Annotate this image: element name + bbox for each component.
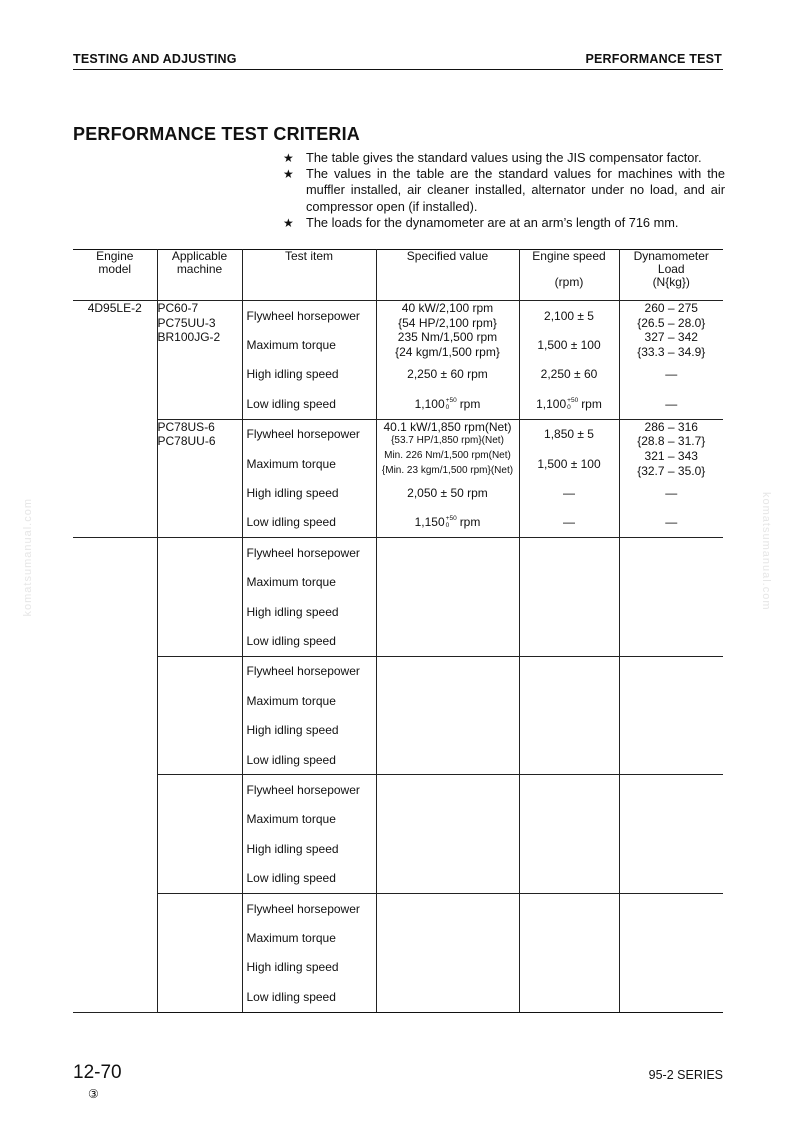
- test-item-flywheel: Flywheel horsepower: [246, 427, 360, 442]
- test-item-cell: [242, 419, 376, 538]
- note-item: [283, 150, 725, 166]
- specified-value-cell: 40.1 kW/1,850 rpm(Net) {53.7 HP/1,850 rpm}(Net) Min. 226 Nm/1,500 rpm(Net) {Min. 23 kgm/1,500 rpm}(Net) 2,050 ± 50 rpm 1,150 +50 0 rpm: [376, 419, 519, 538]
- test-item-cell: Flywheel horsepower Maximum torque High idling speed Low idling speed: [242, 775, 376, 894]
- dynamometer-load-cell: 260 – 275 {26.5 – 28.0} 327 – 342 {33.3 – 34.9} — —: [619, 301, 723, 420]
- test-item-torque: Maximum torque: [246, 456, 336, 471]
- test-item-high-idle: High idling speed: [246, 486, 339, 501]
- note-text: The values in the table are the standard values for machines with the muffler installed, air cleaner installed, alternator under no load, and air compressor open (if installed).: [306, 166, 725, 214]
- table-row-blank: [73, 775, 723, 894]
- table-row-blank: [73, 656, 723, 775]
- watermark-right: komatsumanual.com: [760, 492, 772, 611]
- watermark-left: komatsumanual.com: [22, 498, 34, 617]
- table-row: [73, 419, 723, 538]
- table-row-blank: [73, 893, 723, 1012]
- table-row: [73, 301, 723, 420]
- series-label: 95-2 SERIES: [648, 1068, 723, 1082]
- col-header-test-item: Test item: [242, 250, 376, 301]
- engine-speed-cell: 2,100 ± 5 1,500 ± 100 2,250 ± 60 1,100 +50 0 rpm: [519, 301, 619, 420]
- test-item-cell: [242, 301, 376, 420]
- performance-criteria-table: [73, 249, 723, 1013]
- test-item-flywheel: Flywheel horsepower: [246, 308, 360, 323]
- table-row-blank: [73, 538, 723, 657]
- col-header-dynamometer: Dynamometer Load (N{kg}): [619, 250, 723, 301]
- note-text: The table gives the standard values using the JIS compensator factor.: [306, 150, 702, 165]
- table-header-row: [73, 250, 723, 301]
- specified-value-cell: 40 kW/2,100 rpm {54 HP/2,100 rpm} 235 Nm/1,500 rpm {24 kgm/1,500 rpm} 2,250 ± 60 rpm 1,100 +50 0 rpm: [376, 301, 519, 420]
- test-item-low-idle: Low idling speed: [246, 396, 336, 411]
- star-icon: ★: [283, 151, 294, 165]
- test-item-torque: Maximum torque: [246, 338, 336, 353]
- page-title: PERFORMANCE TEST CRITERIA: [73, 124, 361, 144]
- col-header-engine-model: Engine model: [73, 250, 157, 301]
- applicable-machine-cell: PC78US-6 PC78UU-6: [157, 419, 242, 538]
- star-icon: ★: [283, 167, 294, 182]
- page-number: 12-70: [73, 1062, 122, 1083]
- running-header-topic: PERFORMANCE TEST: [585, 52, 722, 66]
- applicable-machine-cell: PC60-7 PC75UU-3 BR100JG-2: [157, 301, 242, 420]
- dynamometer-load-cell: 286 – 316 {28.8 – 31.7} 321 – 343 {32.7 – 35.0} — —: [619, 419, 723, 538]
- note-item: [283, 166, 725, 215]
- test-item-high-idle: High idling speed: [246, 367, 339, 382]
- test-item-cell: Flywheel horsepower Maximum torque High idling speed Low idling speed: [242, 538, 376, 657]
- star-icon: ★: [283, 215, 294, 230]
- low-idle-speed: 1,100 +50 0 rpm: [536, 396, 602, 411]
- notes-list: [283, 150, 725, 231]
- col-header-applicable-machine: Applicable machine: [157, 250, 242, 301]
- engine-model-cell: 4D95LE-2: [73, 301, 157, 538]
- header-rule: [73, 69, 723, 70]
- blank-engine-cell: [73, 538, 157, 1012]
- note-item: [283, 215, 725, 231]
- revision-mark: ③: [88, 1087, 99, 1101]
- low-idle-spec: 1,100 +50 0 rpm: [414, 396, 481, 411]
- running-header-section: TESTING AND ADJUSTING: [73, 52, 237, 66]
- engine-speed-cell: 1,850 ± 5 1,500 ± 100 — —: [519, 419, 619, 538]
- test-item-low-idle: Low idling speed: [246, 515, 336, 530]
- low-idle-spec: 1,150 +50 0 rpm: [414, 515, 481, 530]
- test-item-cell: Flywheel horsepower Maximum torque High idling speed Low idling speed: [242, 893, 376, 1012]
- col-header-engine-speed: Engine speed (rpm): [519, 250, 619, 301]
- note-text: The loads for the dynamometer are at an arm’s length of 716 mm.: [306, 214, 679, 230]
- test-item-cell: Flywheel horsepower Maximum torque High idling speed Low idling speed: [242, 656, 376, 775]
- col-header-specified-value: Specified value: [376, 250, 519, 301]
